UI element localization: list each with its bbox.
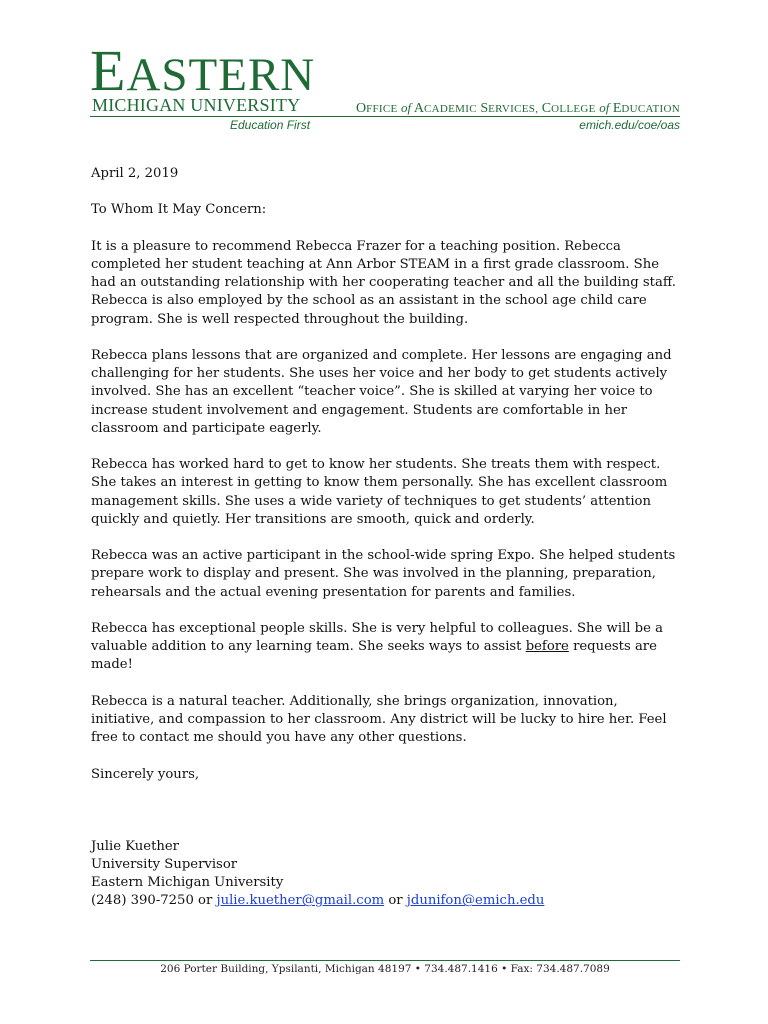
paragraph-3: Rebecca has worked hard to get to know her students. She treats them with respect. She takes an interest in getting to know them personally. She has excellent classroom management skills. She uses a wide variety of techniques to get students’ attention quickly and quietly. Her transitions are smooth, quick and orderly. — [91, 457, 668, 527]
contact-line: (248) 390-7250 or julie.kuether@gmail.com or jdunifon@emich.edu — [91, 893, 545, 909]
letter-date: April 2, 2019 — [91, 166, 179, 181]
phone-number: (248) 390-7250 — [91, 893, 194, 909]
university-logo-wordmark: EASTERN — [90, 38, 316, 103]
footer-divider — [90, 960, 680, 961]
signer-name: Julie Kuether — [91, 838, 179, 854]
paragraph-5: Rebecca has exceptional people skills. She is very helpful to colleagues. She will be a valuable addition to any learning team. She seeks ways to assist before requests are made! — [91, 620, 663, 673]
emphasis-before: before — [525, 639, 569, 655]
paragraph-4: Rebecca was an active participant in the school-wide spring Expo. She helped students prepare work to display and present. She was involved in the planning, preparation, rehearsals and the actual evening presentation for parents and families. — [91, 548, 676, 600]
paragraph-2: Rebecca plans lessons that are organized and complete. Her lessons are engaging and challenging for her students. She uses her voice and her body to get students actively involved. She has an excellent “teacher voice”. She is skilled at varying her voice to increase student involvement and engagement. Students are comfortable in her classroom and participate eagerly. — [91, 347, 672, 436]
signer-title: University Supervisor — [91, 856, 238, 872]
tagline: Education First — [230, 118, 311, 132]
footer-address: 206 Porter Building, Ypsilanti, Michigan 48197 • 734.487.1416 • Fax: 734.487.7089 — [160, 963, 610, 975]
signature-block — [91, 838, 683, 911]
paragraph-1: It is a pleasure to recommend Rebecca Frazer for a teaching position. Rebecca completed her student teaching at Ann Arbor STEAM in a first grade classroom. She had an outstanding relationship with her cooperating teacher and all the building staff. Rebecca is also employed by the school as an assistant in the school age child care program. She is well respected throughout the building. — [91, 238, 676, 327]
letterhead — [90, 38, 680, 132]
website-link[interactable]: emich.edu/coe/oas — [579, 118, 680, 132]
letterhead-divider — [90, 116, 680, 117]
signature-space — [91, 784, 683, 838]
closing: Sincerely yours, — [91, 766, 200, 782]
paragraph-6: Rebecca is a natural teacher. Additionally, she brings organization, innovation, initiative, and compassion to her classroom. Any district will be lucky to hire her. Feel free to contact me should you have any other questions. — [91, 693, 667, 746]
signer-organization: Eastern Michigan University — [91, 875, 284, 891]
email-link-emich[interactable]: jdunifon@emich.edu — [406, 893, 545, 909]
office-name: OFFICE of ACADEMIC SERVICES, COLLEGE of EDUCATION — [355, 100, 680, 116]
letter-body — [91, 165, 683, 911]
salutation: To Whom It May Concern: — [91, 202, 267, 218]
university-logo-subtitle: MICHIGAN UNIVERSITY — [92, 95, 301, 115]
email-link-gmail[interactable]: julie.kuether@gmail.com — [216, 893, 385, 909]
